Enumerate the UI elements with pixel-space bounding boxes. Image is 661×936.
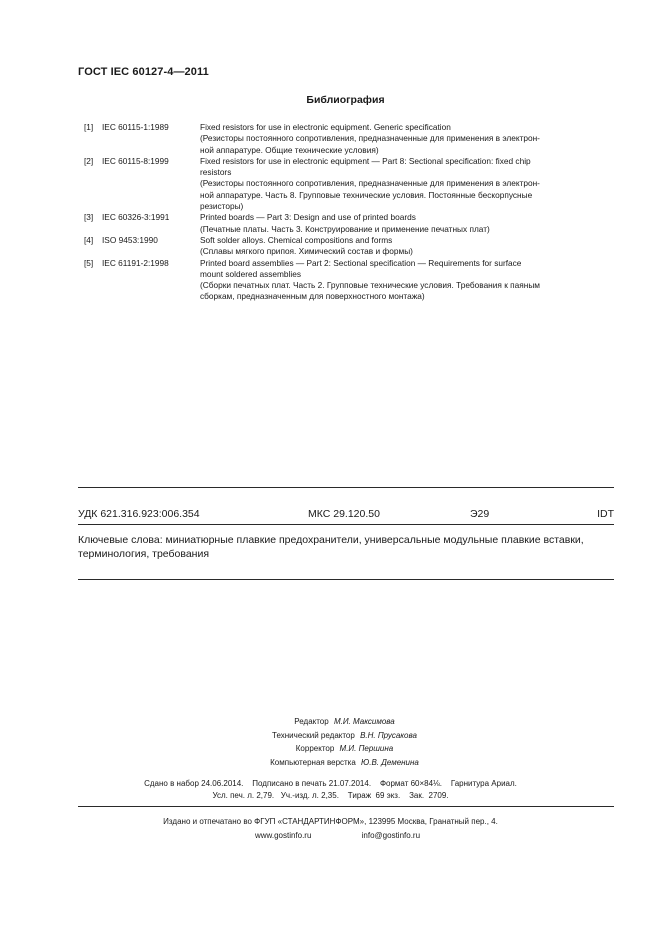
idt-code: IDT	[597, 508, 614, 520]
bibliography-title: Библиография	[306, 94, 385, 106]
entry-line: ной аппаратуре. Часть 8. Групповые технические условия. Постоянные бескорпусные	[200, 189, 533, 200]
entry-line: сборкам, предназначенным для поверхностного монтажа)	[200, 291, 425, 302]
bibliography-list	[84, 122, 608, 303]
entry-standard-code: IEC 60115-1:1989	[102, 122, 169, 132]
bibliography-entry	[84, 212, 608, 235]
divider-publisher	[78, 806, 614, 807]
document-header: ГОСТ IEC 60127-4—2011	[78, 66, 209, 78]
publisher-website: www.gostinfo.ru	[254, 831, 312, 840]
entry-line: resistors	[200, 167, 232, 178]
entry-line: Printed boards — Part 3: Design and use of printed boards	[200, 212, 416, 223]
mks-code: МКС 29.120.50	[308, 508, 380, 520]
corrector-name: М.И. Першина	[339, 744, 394, 753]
entry-line: (Печатные платы. Часть 3. Конструирование и применение печатных плат)	[200, 223, 490, 234]
keywords-line-2: терминология, требования	[78, 548, 210, 560]
entry-line: (Резисторы постоянного сопротивления, предназначенные для применения в электрон-	[200, 178, 540, 189]
publisher-email: info@gostinfo.ru	[361, 831, 421, 840]
bibliography-entry	[84, 122, 608, 156]
entry-standard-code: IEC 60115-8:1999	[102, 155, 169, 166]
publisher-address: Издано и отпечатано во ФГУП «СТАНДАРТИНФОРМ», 123995 Москва, Гранатный пер., 4.	[163, 817, 498, 826]
entry-line: (Сплавы мягкого припоя. Химический состав и формы)	[200, 246, 413, 257]
bibliography-entry	[84, 258, 608, 303]
entry-description	[200, 212, 608, 235]
entry-line: (Резисторы постоянного сопротивления, предназначенные для применения в электрон-	[200, 133, 540, 144]
entry-description	[200, 156, 608, 212]
entry-line: Printed board assemblies — Part 2: Sectional specification — Requirements for surface	[200, 257, 522, 268]
publisher-block	[0, 815, 661, 843]
publisher-contacts	[0, 829, 661, 843]
entry-description	[200, 235, 608, 258]
layout-label: Компьютерная верстка	[270, 757, 356, 767]
keywords	[78, 533, 614, 561]
print-info-line-2: Усл. печ. л. 2,79. Уч.-изд. л. 2,35. Тираж 69 экз. Зак. 2709.	[212, 791, 449, 800]
credits-block	[0, 715, 661, 769]
entry-standard-code: IEC 60326-3:1991	[102, 212, 170, 223]
entry-number: [3]	[84, 212, 94, 223]
entry-number: [2]	[84, 155, 94, 166]
credit-editor	[0, 715, 661, 729]
entry-line: Fixed resistors for use in electronic equipment. Generic specification	[200, 122, 451, 132]
divider-top	[78, 487, 614, 488]
credit-corrector	[0, 742, 661, 756]
corrector-label: Корректор	[295, 744, 335, 753]
tech-editor-name: В.Н. Прусакова	[360, 730, 417, 740]
entry-standard-code: IEC 61191-2:1998	[102, 257, 169, 268]
bibliography-entry	[84, 235, 608, 258]
credit-layout	[0, 756, 661, 770]
okp-code: Э29	[470, 508, 490, 520]
editor-label: Редактор	[294, 717, 329, 726]
bibliography-entry	[84, 156, 608, 212]
layout-name: Ю.В. Деменина	[361, 757, 419, 767]
entry-number: [5]	[84, 257, 94, 268]
entry-standard-code: ISO 9453:1990	[102, 234, 158, 245]
keywords-line-1: Ключевые слова: миниатюрные плавкие предохранители, универсальные модульные плавкие вставки,	[78, 534, 584, 546]
classification-row	[78, 508, 614, 522]
credit-tech-editor	[0, 729, 661, 743]
tech-editor-label: Технический редактор	[272, 730, 355, 740]
entry-number: [4]	[84, 234, 94, 245]
divider-bottom	[78, 579, 614, 580]
entry-line: (Сборки печатных плат. Часть 2. Групповые технические условия. Требования к паяным	[200, 280, 540, 291]
print-info	[0, 778, 661, 802]
entry-description	[200, 258, 608, 303]
entry-line: mount soldered assemblies	[200, 268, 301, 279]
print-info-line-1: Сдано в набор 24.06.2014. Подписано в печать 21.07.2014. Формат 60×84⅛. Гарнитура Ариал.	[144, 779, 517, 788]
editor-name: М.И. Максимова	[333, 717, 395, 726]
entry-description	[200, 122, 608, 156]
entry-number: [1]	[84, 122, 94, 132]
divider-middle	[78, 524, 614, 525]
udk-code: УДК 621.316.923:006.354	[78, 508, 200, 520]
entry-line: Fixed resistors for use in electronic equipment — Part 8: Sectional specification: fixed chip	[200, 155, 531, 166]
entry-line: резисторы)	[200, 201, 244, 212]
entry-line: Soft solder alloys. Chemical compositions and forms	[200, 234, 393, 245]
entry-line: ной аппаратуре. Общие технические условия)	[200, 144, 379, 155]
